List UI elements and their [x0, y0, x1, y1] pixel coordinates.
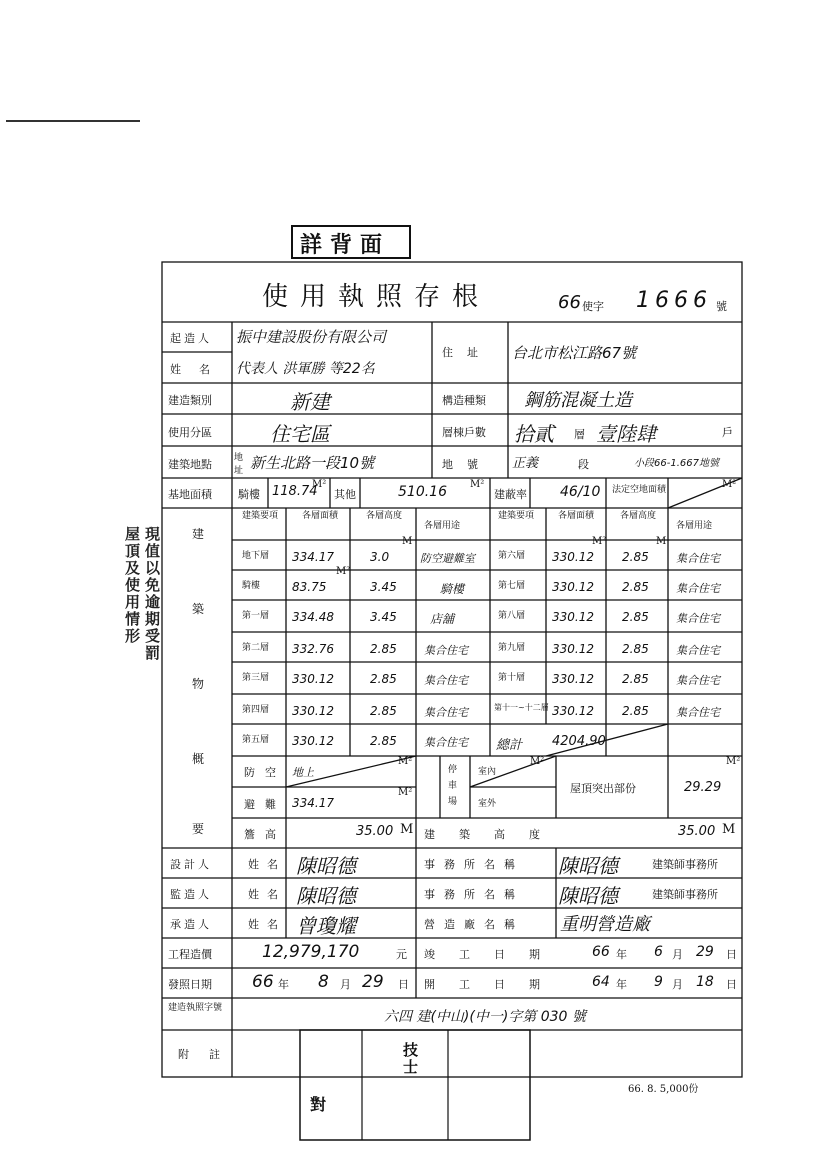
floor-left-area: 330.12: [292, 734, 334, 748]
owner-name: 振中建設股份有限公司: [236, 328, 387, 346]
floor-right-name: 第十層: [498, 673, 526, 683]
summary-char-4: 概: [192, 752, 205, 766]
start-label: 開工日期: [424, 978, 564, 991]
lot-numbers: 小段66-1.667地號: [634, 458, 719, 469]
completion-day-label: 日: [726, 948, 737, 961]
remarks-label: 附註: [178, 1048, 240, 1061]
units-count: 壹陸肆: [596, 422, 656, 446]
designer-office: 陳昭德: [558, 854, 618, 878]
designer-name-label: 姓名: [248, 858, 286, 871]
floor-left-height: 2.85: [370, 672, 397, 686]
side-note-2: 現值以免逾期受罰: [143, 526, 161, 662]
floor-left-area: 83.75: [292, 580, 327, 594]
units-label: 戶: [722, 426, 733, 439]
floor-left-use: 防空避難室: [420, 552, 475, 565]
floor-right-area: 330.12: [552, 672, 594, 686]
total-area: 4204.90: [552, 734, 606, 749]
start-day-label: 日: [726, 978, 737, 991]
floor-left-height: 3.45: [370, 580, 397, 594]
owner-address: 台北市松江路67號: [512, 344, 637, 362]
completion-month: 6: [654, 944, 663, 960]
summary-char-2: 築: [192, 602, 205, 616]
floor-right-use: 集合住宅: [676, 582, 720, 595]
parking-unit: M²: [530, 756, 545, 767]
start-year-label: 年: [616, 978, 627, 991]
supervisor-office: 陳昭德: [558, 884, 618, 908]
start-month-label: 月: [672, 978, 683, 991]
summary-char-3: 物: [192, 677, 205, 691]
other-area-unit: M²: [470, 479, 485, 490]
other-label: 其他: [334, 488, 356, 501]
floor-left-area: 330.12: [292, 672, 334, 686]
floor-unit: 層: [574, 428, 585, 441]
parking-label: 停車場: [448, 765, 458, 807]
roof-area: 29.29: [684, 780, 722, 795]
col-use-header-left: 各層用途: [424, 521, 461, 531]
designer-office-label: 事務所名稱: [424, 858, 524, 871]
floor-left-height: 3.0: [370, 550, 390, 564]
completion-year: 66: [592, 944, 610, 960]
form-number: 1666: [636, 288, 712, 313]
address-label: 住址: [442, 346, 492, 359]
indoor-label: 室內: [478, 767, 497, 777]
floor-right-height: 2.85: [622, 704, 649, 718]
floor-left-use: 集合住宅: [424, 736, 468, 749]
bottom-stamp-check: 對: [310, 1095, 327, 1114]
floor-right-name: 第十一~十二層: [494, 703, 549, 712]
cost-label: 工程造價: [168, 948, 212, 961]
open-space-label: 法定空地面積: [612, 485, 667, 495]
floor-left-area: 330.12: [292, 704, 334, 718]
col-height-header-right: 各層高度: [620, 511, 657, 521]
form-number-word: 使字: [582, 300, 604, 313]
base-area-value: 118.74: [272, 484, 318, 499]
floor-left-use: 騎樓: [440, 582, 465, 596]
col-area-header-left: 各層面積: [302, 511, 339, 521]
floor-left-height: 2.85: [370, 704, 397, 718]
completion-label: 竣工日期: [424, 948, 564, 961]
completion-year-label: 年: [616, 948, 627, 961]
floor-right-area: 330.12: [552, 550, 594, 564]
col-area-header-right: 各層面積: [558, 511, 595, 521]
name-label: 姓名: [170, 363, 228, 376]
floor-right-use: 集合住宅: [676, 706, 720, 719]
floor-left-use: 集合住宅: [424, 706, 468, 719]
floor-right-height: 2.85: [622, 642, 649, 656]
arcade-label: 騎樓: [238, 488, 260, 501]
print-note: 66. 8. 5,000份: [628, 1084, 699, 1095]
completion-day: 29: [696, 944, 714, 960]
floor-right-height: 2.85: [622, 610, 649, 624]
floor-left-name: 第四層: [242, 705, 270, 715]
floor-right-height: 2.85: [622, 550, 649, 564]
outdoor-label: 室外: [478, 799, 497, 809]
floor-left-height: 2.85: [370, 734, 397, 748]
bldg-height: 35.00: [678, 824, 716, 839]
site-address: 新生北路一段10號: [250, 454, 375, 472]
floor-left-name: 第一層: [242, 611, 270, 621]
floor-left-use: 集合住宅: [424, 644, 468, 657]
floor-left-area: 332.76: [292, 642, 334, 656]
supervisor-label: 監造人: [170, 888, 212, 901]
issue-date-label: 發照日期: [168, 978, 212, 991]
floor-left-name: 第五層: [242, 735, 270, 745]
contractor-name: 曾瓊耀: [296, 914, 356, 938]
cost-value: 12,979,170: [262, 942, 360, 962]
air-raid-upper: 地上: [292, 766, 314, 779]
form-number-suffix: 號: [716, 300, 727, 313]
lot-section-label: 段: [578, 458, 589, 471]
base-area-unit: M²: [312, 479, 327, 490]
supervisor-office-label: 事務所名稱: [424, 888, 524, 901]
issue-year: 66: [252, 972, 274, 992]
col-floor-header-right: 建築要項: [498, 511, 535, 521]
owner-rep: 代表人 洪軍勝 等22名: [236, 361, 375, 377]
completion-month-label: 月: [672, 948, 683, 961]
summary-char-5: 要: [192, 822, 205, 836]
floor-left-height: 2.85: [370, 642, 397, 656]
shelter-unit: M²: [398, 787, 413, 798]
floor-left-name: 第二層: [242, 643, 270, 653]
air-raid-label: 防空: [244, 766, 286, 779]
floor-right-use: 集合住宅: [676, 612, 720, 625]
issue-month-label: 月: [340, 978, 351, 991]
structure-label: 構造種類: [442, 394, 486, 407]
floor-right-area: 330.12: [552, 642, 594, 656]
start-day: 18: [696, 974, 714, 990]
roof-unit: M²: [726, 756, 741, 767]
area-unit-mark-right: M²: [592, 536, 607, 547]
permit-label: 建造執照字號: [168, 1003, 223, 1013]
open-space-unit: M²: [722, 479, 737, 490]
contractor-factory-label: 營造廠名稱: [424, 918, 524, 931]
floor-right-height: 2.85: [622, 672, 649, 686]
site-sub-label: 地址: [234, 453, 244, 476]
floor-left-height: 3.45: [370, 610, 397, 624]
contractor-name-label: 姓名: [248, 918, 286, 931]
floor-right-name: 第九層: [498, 643, 526, 653]
floor-left-area: 334.48: [292, 610, 334, 624]
floor-right-area: 330.12: [552, 610, 594, 624]
floor-right-height: 2.85: [622, 580, 649, 594]
floor-right-use: 集合住宅: [676, 674, 720, 687]
site-label: 建築地點: [168, 458, 212, 471]
coverage-value: 46/10: [560, 484, 601, 500]
owner-label: 起造人: [170, 332, 212, 345]
floor-right-name: 第八層: [498, 611, 526, 621]
contractor-label: 承造人: [170, 918, 212, 931]
lot-label: 地號: [442, 458, 492, 471]
eave-label: 簷高: [244, 828, 286, 841]
floor-right-use: 集合住宅: [676, 644, 720, 657]
floor-left-use: 店舖: [430, 612, 455, 626]
floors-value: 拾貳: [514, 422, 554, 446]
floor-right-area: 330.12: [552, 704, 594, 718]
issue-day: 29: [362, 972, 384, 992]
col-use-header-right: 各層用途: [676, 521, 713, 531]
height-unit-mark: M: [402, 536, 413, 547]
issue-month: 8: [318, 972, 329, 992]
issue-year-label: 年: [278, 978, 289, 991]
shelter-area: 334.17: [292, 796, 334, 810]
bottom-stamp-technician: 技士: [401, 1042, 419, 1076]
base-area-label: 基地面積: [168, 488, 212, 501]
summary-char-1: 建: [192, 527, 205, 541]
eave-height: 35.00: [356, 824, 394, 839]
coverage-label: 建蔽率: [494, 488, 527, 501]
height-unit-mark-right: M: [656, 536, 667, 547]
total-label: 總計: [496, 738, 523, 753]
cost-yuan: 元: [396, 948, 407, 961]
lot-value: 正義: [512, 456, 539, 471]
other-area-value: 510.16: [398, 484, 447, 500]
side-note-1: 屋頂及使用情形: [123, 526, 141, 645]
designer-office-suffix: 建築師事務所: [652, 858, 718, 871]
eave-unit: M: [400, 822, 414, 837]
shelter-label: 避難: [244, 798, 286, 811]
floor-right-use: 集合住宅: [676, 552, 720, 565]
supervisor-office-suffix: 建築師事務所: [652, 888, 718, 901]
issue-day-label: 日: [398, 978, 409, 991]
bldg-height-label: 建築高度: [424, 828, 564, 841]
designer-name: 陳昭德: [296, 854, 356, 878]
designer-label: 設計人: [170, 858, 212, 871]
zone-label: 使用分區: [168, 426, 212, 439]
floors-label: 層棟戶數: [442, 426, 486, 439]
bldg-height-unit: M: [722, 822, 736, 837]
start-month: 9: [654, 974, 663, 990]
zone-value: 住宅區: [270, 422, 330, 446]
supervisor-name: 陳昭德: [296, 884, 356, 908]
floor-left-area: 334.17: [292, 550, 334, 564]
supervisor-name-label: 姓名: [248, 888, 286, 901]
form-number-prefix: 66: [558, 292, 581, 313]
floor-left-name: 騎樓: [242, 581, 261, 591]
air-raid-unit: M²: [398, 756, 413, 767]
floor-right-name: 第六層: [498, 551, 526, 561]
form-title: 使用執照存根: [262, 282, 491, 312]
start-year: 64: [592, 974, 610, 990]
structure-value: 鋼筋混凝土造: [524, 390, 632, 411]
col-height-header-left: 各層高度: [366, 511, 403, 521]
floor-right-area: 330.12: [552, 580, 594, 594]
roof-label: 屋頂突出部份: [570, 782, 636, 795]
floor-left-use: 集合住宅: [424, 674, 468, 687]
floor-right-name: 第七層: [498, 581, 526, 591]
top-stamp: 詳背面: [300, 232, 391, 258]
build-type-value: 新建: [290, 390, 330, 414]
contractor-factory: 重明營造廠: [560, 914, 650, 935]
col-floor-header-left: 建築要項: [242, 511, 279, 521]
area-unit-mark: M²: [336, 566, 351, 577]
build-type-label: 建造類別: [168, 394, 212, 407]
floor-left-name: 地下層: [242, 551, 270, 561]
floor-left-name: 第三層: [242, 673, 270, 683]
permit-value: 六四 建(中山)(中一)字第 030 號: [384, 1009, 586, 1025]
